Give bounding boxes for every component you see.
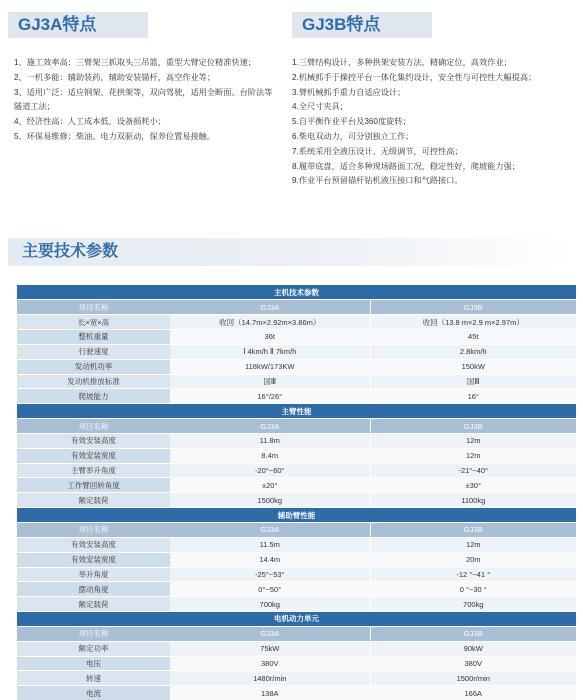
spec-row bbox=[17, 686, 576, 700]
spec-gj3b-value: 45t bbox=[370, 330, 576, 345]
spec-item-name: 额定载荷 bbox=[17, 493, 170, 508]
gj3b-feature-item: 4.全尺寸夹具； bbox=[292, 102, 348, 112]
spec-gj3b-value: 150kW bbox=[370, 359, 576, 374]
spec-header-cell: 项目名称 bbox=[17, 419, 170, 434]
spec-item-name: 举升角度 bbox=[17, 567, 170, 582]
gj3a-feature-list bbox=[14, 56, 276, 145]
spec-section-name: 辅助臂性能 bbox=[17, 508, 576, 523]
gj3b-feature-item: 1.三臂结构设计，多种拱架安装方法，精确定位，高效作业； bbox=[292, 58, 512, 67]
spec-gj3b-value: ±30° bbox=[370, 478, 576, 493]
spec-gj3b-value: 1100kg bbox=[370, 493, 576, 508]
spec-header-cell: GJ3B bbox=[370, 523, 576, 538]
spec-gj3b-value: 收回（13.8 m×2.9 m×2.97m） bbox=[370, 315, 576, 330]
gj3b-feature-item: 9.作业平台预留锚杆钻机液压接口和气路接口。 bbox=[292, 176, 463, 186]
spec-row bbox=[17, 656, 576, 671]
spec-gj3b-value: 0 °~30 ° bbox=[370, 582, 576, 597]
spec-gj3b-value: 12m bbox=[370, 537, 576, 552]
spec-row bbox=[17, 344, 576, 359]
spec-header-row bbox=[17, 419, 576, 434]
spec-gj3b-value: 国Ⅲ bbox=[370, 374, 576, 389]
spec-header-cell: GJ3A bbox=[170, 626, 370, 641]
gj3b-feature-item: 5.自平衡作业平台及360度旋转； bbox=[292, 117, 411, 127]
spec-table-body bbox=[17, 285, 576, 700]
spec-header-cell: GJ3A bbox=[170, 300, 370, 315]
gj3b-feature-item: 3.臂机械抓手重力自适应设计； bbox=[292, 87, 406, 97]
spec-row bbox=[17, 478, 576, 493]
spec-table bbox=[17, 285, 576, 700]
gj3a-features-title: GJ3A特点 bbox=[8, 12, 148, 38]
spec-header-cell: GJ3B bbox=[370, 300, 576, 315]
spec-row bbox=[17, 389, 576, 404]
gj3b-features-title: GJ3B特点 bbox=[292, 12, 432, 38]
gj3b-feature-item: 8.履带底盘，适合多种现场路面工况，稳定性好，爬坡能力强； bbox=[292, 161, 520, 171]
spec-header-row bbox=[17, 626, 576, 641]
spec-row bbox=[17, 641, 576, 656]
spec-gj3b-value: 16° bbox=[370, 389, 576, 404]
spec-gj3a-value: 收回（14.7m×2.92m×3.86m） bbox=[170, 315, 370, 330]
spec-item-name: 整机重量 bbox=[17, 330, 170, 345]
spec-gj3b-value: 12m bbox=[370, 433, 576, 448]
spec-gj3a-value: 14.4m bbox=[170, 552, 370, 567]
spec-item-name: 行驶速度 bbox=[17, 344, 170, 359]
gj3a-feature-item: 5、环保易维修：柴油、电力双驱动，保养位置易接触。 bbox=[14, 131, 216, 141]
spec-row bbox=[17, 567, 576, 582]
spec-section-row bbox=[17, 612, 576, 627]
spec-gj3b-value: 380V bbox=[370, 656, 576, 671]
spec-item-name: 额定载荷 bbox=[17, 597, 170, 612]
spec-gj3b-value: 12m bbox=[370, 448, 576, 463]
spec-gj3b-value: 90kW bbox=[370, 641, 576, 656]
spec-row bbox=[17, 671, 576, 686]
spec-gj3a-value: 16°/26° bbox=[170, 389, 370, 404]
spec-gj3a-value: 0°~50° bbox=[170, 582, 370, 597]
spec-row bbox=[17, 315, 576, 330]
spec-item-name: 主臂举升角度 bbox=[17, 463, 170, 478]
spec-section-name: 电机动力单元 bbox=[17, 612, 576, 627]
spec-gj3a-value: ±20° bbox=[170, 478, 370, 493]
spec-header-cell: GJ3B bbox=[370, 626, 576, 641]
spec-item-name: 转速 bbox=[17, 671, 170, 686]
spec-header-row bbox=[17, 300, 576, 315]
spec-gj3a-value: 国Ⅲ bbox=[170, 374, 370, 389]
spec-item-name: 摆动角度 bbox=[17, 582, 170, 597]
spec-gj3a-value: 380V bbox=[170, 656, 370, 671]
spec-item-name: 发动机功率 bbox=[17, 359, 170, 374]
gj3a-feature-item: 4、经济性高：人工成本低，设备损耗小； bbox=[14, 117, 166, 127]
spec-gj3b-value: 700kg bbox=[370, 597, 576, 612]
spec-item-name: 有效安装高度 bbox=[17, 537, 170, 552]
spec-row bbox=[17, 552, 576, 567]
spec-gj3a-value: 1480r/min bbox=[170, 671, 370, 686]
spec-row bbox=[17, 433, 576, 448]
spec-header-row bbox=[17, 523, 576, 538]
spec-row bbox=[17, 359, 576, 374]
gj3b-feature-item: 2.机械抓手于操控平台一体化集约设计，安全性与可控性大幅提高； bbox=[292, 72, 537, 82]
spec-header-cell: GJ3B bbox=[370, 419, 576, 434]
spec-row bbox=[17, 374, 576, 389]
spec-row bbox=[17, 582, 576, 597]
spec-gj3a-value: Ⅰ 4km/h Ⅱ 7km/h bbox=[170, 344, 370, 359]
spec-header-cell: GJ3A bbox=[170, 419, 370, 434]
spec-section-name: 主机技术参数 bbox=[17, 285, 576, 300]
spec-gj3a-value: 138A bbox=[170, 686, 370, 700]
gj3b-feature-list bbox=[292, 56, 576, 189]
spec-item-name: 额定功率 bbox=[17, 641, 170, 656]
spec-section-row bbox=[17, 404, 576, 419]
spec-gj3a-value: 118kW/173KW bbox=[170, 359, 370, 374]
spec-gj3b-value: 1500r/min bbox=[370, 671, 576, 686]
spec-gj3a-value: 11.5m bbox=[170, 537, 370, 552]
spec-item-name: 电流 bbox=[17, 686, 170, 700]
spec-row bbox=[17, 597, 576, 612]
spec-gj3b-value: -12 °~41 ° bbox=[370, 567, 576, 582]
spec-row bbox=[17, 493, 576, 508]
gj3a-feature-item: 3、适用广泛：适应钢架、花拱架等，双向驾驶，适用全断面、台阶法等隧道工法； bbox=[14, 87, 273, 112]
spec-gj3b-value: -21°~40° bbox=[370, 463, 576, 478]
spec-row bbox=[17, 448, 576, 463]
gj3a-feature-item: 1、施工效率高：三臂架三抓取头三吊篮，重型大臂定位精准快速； bbox=[14, 58, 256, 67]
spec-section-row bbox=[17, 508, 576, 523]
spec-row bbox=[17, 330, 576, 345]
spec-gj3a-value: 11.8m bbox=[170, 433, 370, 448]
gj3a-feature-item: 2、一机多能：辅助装药，辅助安装锚杆，高空作业等； bbox=[14, 72, 216, 82]
gj3b-feature-item: 7.系统采用全液压设计、无级调节，可控性高； bbox=[292, 146, 463, 156]
spec-item-name: 有效安装宽度 bbox=[17, 552, 170, 567]
spec-header-cell: 项目名称 bbox=[17, 626, 170, 641]
spec-gj3a-value: 700kg bbox=[170, 597, 370, 612]
spec-item-name: 长×宽×高 bbox=[17, 315, 170, 330]
spec-gj3b-value: 2.8km/h bbox=[370, 344, 576, 359]
spec-item-name: 发动机排放标准 bbox=[17, 374, 170, 389]
spec-header-cell: GJ3A bbox=[170, 523, 370, 538]
spec-item-name: 电压 bbox=[17, 656, 170, 671]
spec-gj3a-value: 75kW bbox=[170, 641, 370, 656]
spec-gj3a-value: -20°~60° bbox=[170, 463, 370, 478]
spec-gj3a-value: 8.4m bbox=[170, 448, 370, 463]
spec-gj3b-value: 166A bbox=[370, 686, 576, 700]
spec-item-name: 有效安装宽度 bbox=[17, 448, 170, 463]
spec-gj3a-value: 36t bbox=[170, 330, 370, 345]
spec-item-name: 爬坡能力 bbox=[17, 389, 170, 404]
spec-row bbox=[17, 537, 576, 552]
spec-gj3a-value: 1500kg bbox=[170, 493, 370, 508]
spec-section-row bbox=[17, 285, 576, 300]
spec-item-name: 有效安装高度 bbox=[17, 433, 170, 448]
gj3b-feature-item: 6.柴电双动力，可分别独立工作； bbox=[292, 131, 414, 141]
spec-header-cell: 项目名称 bbox=[17, 300, 170, 315]
spec-gj3a-value: -25°~53° bbox=[170, 567, 370, 582]
spec-row bbox=[17, 463, 576, 478]
spec-section-title: 主要技术参数 bbox=[8, 238, 574, 266]
spec-item-name: 工作臂回转角度 bbox=[17, 478, 170, 493]
spec-header-cell: 项目名称 bbox=[17, 523, 170, 538]
spec-gj3b-value: 20m bbox=[370, 552, 576, 567]
spec-section-name: 主臂性能 bbox=[17, 404, 576, 419]
